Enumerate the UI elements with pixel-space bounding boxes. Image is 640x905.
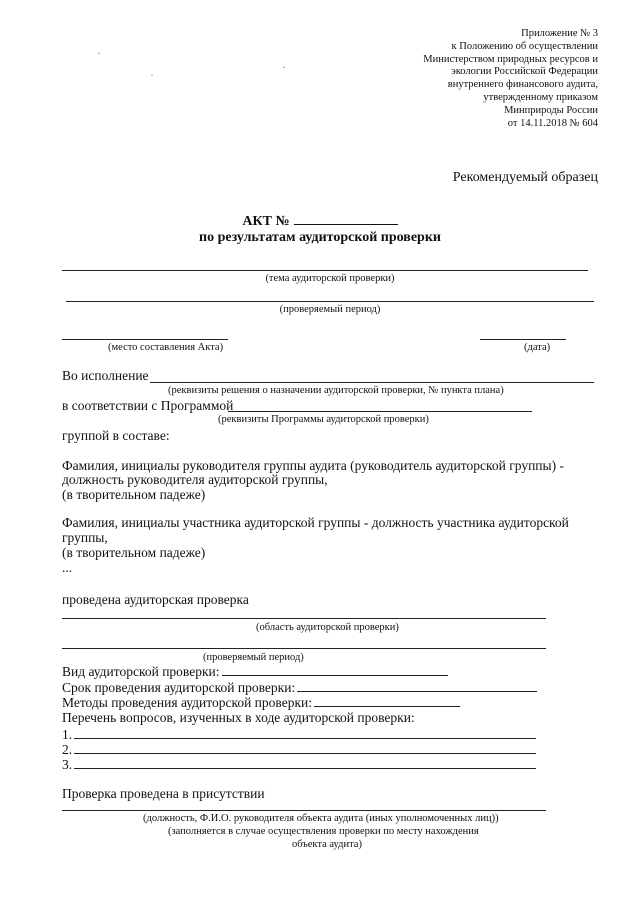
term-label-text: Срок проведения аудиторской проверки: [62, 680, 296, 695]
period2-caption: (проверяемый период) [203, 652, 304, 663]
act-title [0, 212, 640, 230]
scan-speck: · [97, 46, 101, 60]
date-field[interactable] [480, 339, 566, 340]
program-field[interactable] [228, 411, 532, 412]
header-line: к Положению об осуществлении [451, 40, 598, 52]
question-field[interactable] [74, 727, 536, 739]
header-line: утвержденному приказом [483, 91, 598, 103]
question-number: 2. [62, 742, 73, 757]
scan-speck: · [150, 68, 154, 82]
type-label [62, 664, 448, 680]
question-row [62, 727, 536, 743]
recommended-sample-label: Рекомендуемый образец [452, 170, 598, 185]
appendix-header [423, 28, 598, 130]
area-caption: (область аудиторской проверки) [256, 622, 399, 633]
term-field[interactable] [297, 680, 537, 692]
conducted-label: проведена аудиторская проверка [62, 592, 249, 607]
act-number-field[interactable] [294, 212, 398, 225]
term-label [62, 680, 537, 696]
type-field[interactable] [222, 664, 448, 676]
methods-label-text: Методы проведения аудиторской проверки: [62, 695, 312, 710]
header-line: внутреннего финансового аудита, [447, 79, 598, 91]
methods-field[interactable] [314, 695, 460, 707]
header-line: Министерством природных ресурсов и [423, 53, 598, 65]
head-caption: (должность, Ф.И.О. руководителя объекта аудита (иных уполномоченных лиц)) [143, 813, 499, 824]
program-label: в соответствии с Программой [62, 398, 234, 413]
decision-caption: (реквизиты решения о назначении аудиторской проверки, № пункта плана) [168, 385, 504, 396]
member-line: группы, [62, 530, 108, 545]
presence-label: Проверка проведена в присутствии [62, 786, 265, 801]
scan-speck: · [282, 60, 286, 74]
leader-line: Фамилия, инициалы руководителя группы аудита (руководитель аудиторской группы) - [62, 458, 564, 473]
header-line: экологии Российской Федерации [451, 66, 598, 78]
header-line: от 14.11.2018 № 604 [507, 117, 598, 129]
question-number: 3. [62, 757, 73, 772]
act-title-text: АКТ № [242, 214, 290, 229]
questions-label: Перечень вопросов, изученных в ходе аудиторской проверки: [62, 710, 415, 725]
question-row [62, 757, 536, 773]
header-line: Минприроды России [504, 104, 598, 116]
topic-caption: (тема аудиторской проверки) [265, 273, 395, 284]
question-field[interactable] [74, 757, 536, 769]
note-caption: объекта аудита) [292, 839, 362, 850]
period-caption: (проверяемый период) [279, 304, 381, 315]
type-label-text: Вид аудиторской проверки: [62, 664, 220, 679]
leader-line: должность руководителя аудиторской группы, [62, 472, 328, 487]
header-line: Приложение № 3 [521, 28, 598, 39]
question-row [62, 742, 536, 758]
head-field[interactable] [62, 810, 546, 811]
methods-label [62, 695, 460, 711]
leader-line: (в творительном падеже) [62, 487, 206, 502]
place-caption: (место составления Акта) [108, 342, 224, 353]
period-field[interactable] [66, 301, 594, 302]
place-field[interactable] [62, 339, 228, 340]
area-field[interactable] [62, 618, 546, 619]
program-caption: (реквизиты Программы аудиторской проверки) [218, 414, 429, 425]
ellipsis: ... [62, 560, 73, 575]
question-field[interactable] [74, 742, 536, 754]
date-caption: (дата) [524, 342, 551, 353]
group-label: группой в составе: [62, 428, 170, 443]
member-line: (в творительном падеже) [62, 545, 206, 560]
execution-label: Во исполнение [62, 368, 149, 383]
member-line: Фамилия, инициалы участника аудиторской группы - должность участника аудиторской [62, 515, 569, 530]
period2-field[interactable] [62, 648, 546, 649]
question-number: 1. [62, 727, 73, 742]
topic-field[interactable] [62, 270, 588, 271]
act-subtitle: по результатам аудиторской проверки [199, 230, 441, 245]
decision-field[interactable] [150, 382, 594, 383]
note-caption: (заполняется в случае осуществления проверки по месту нахождения [168, 826, 479, 837]
